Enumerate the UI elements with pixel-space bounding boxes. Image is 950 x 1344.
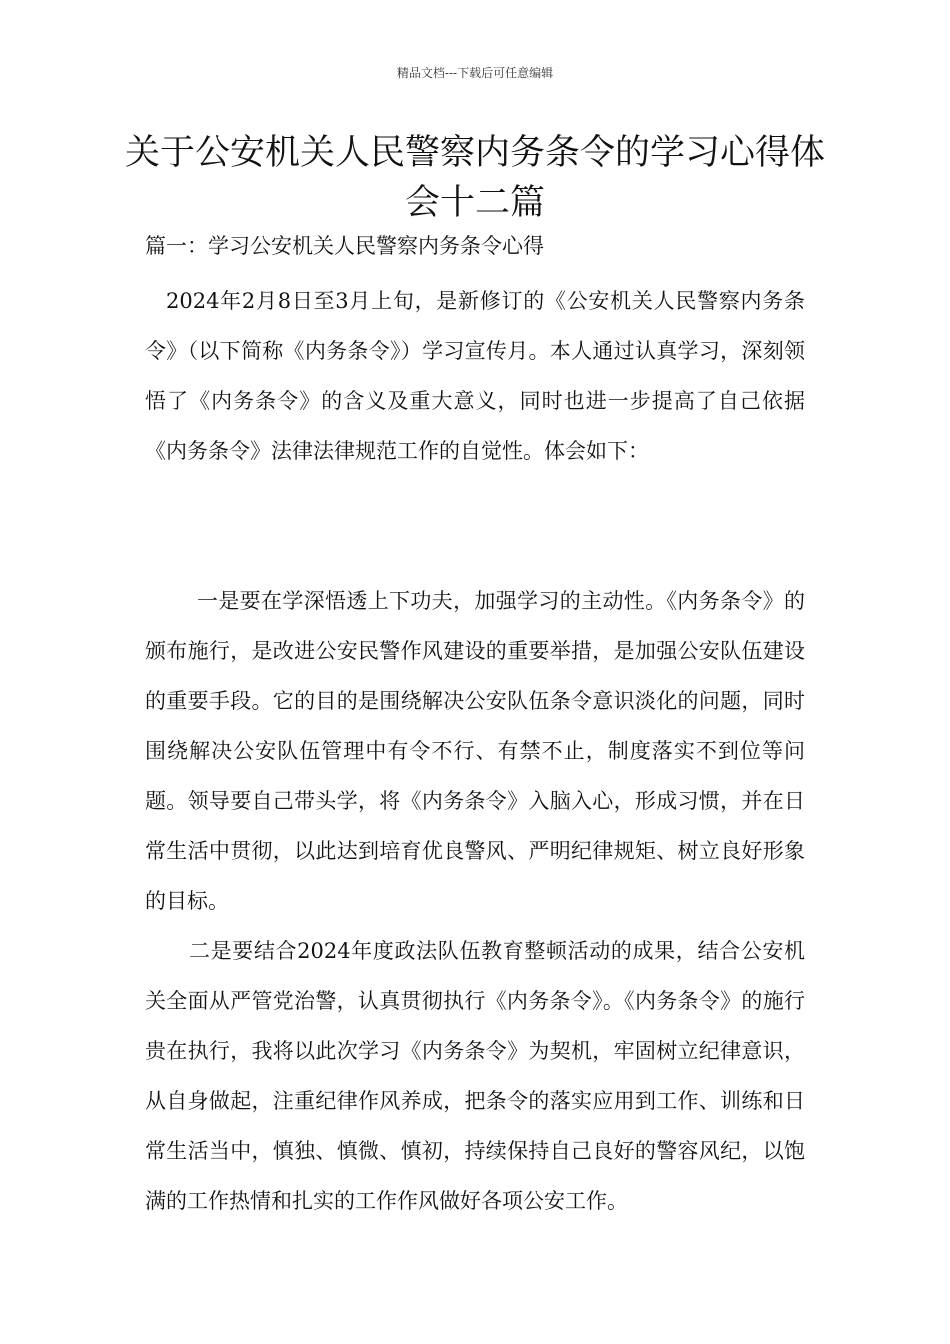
document-body [145,230,805,1226]
section-heading: 篇一：学习公安机关人民警察内务条令心得 [145,234,544,258]
paragraph-intro: 2024年2月8日至3月上旬，是新修订的《公安机关人民警察内务条令》（以下简称《内务条令》）学习宣传月。本人通过认真学习，深刻领悟了《内务条令》的含义及重大意义，同时也进一步提高了自己依据《内务条令》法律法律规范工作的自觉性。体会如下： [145,289,805,463]
paragraph-point-two: 二是要结合2024年度政法队伍教育整顿活动的成果，结合公安机关全面从严管党治警，认真贯彻执行《内务条令》。《内务条令》的施行贵在执行，我将以此次学习《内务条令》为契机，牢固树立纪律意识，从自身做起，注重纪律作风养成，把条令的落实应用到工作、训练和日常生活当中，慎独、慎微、慎初，持续保持自己良好的警容风纪，以饱满的工作热情和扎实的工作作风做好各项公安工作。 [145,939,805,1213]
page-header-note: 精品文档---下载后可任意编辑 [396,66,554,80]
document-title: 关于公安机关人民警察内务条令的学习心得体会十二篇 [124,133,825,223]
paragraph-point-one: 一是要在学深悟透上下功夫，加强学习的主动性。《内务条令》的颁布施行，是改进公安民警作风建设的重要举措，是加强公安队伍建设的重要手段。它的目的是围绕解决公安队伍条令意识淡化的问题，同时围绕解决公安队伍管理中有令不行、有禁不止，制度落实不到位等问题。领导要自己带头学，将《内务条令》入脑入心，形成习惯，并在日常生活中贯彻，以此达到培育优良警风、严明纪律规矩、树立良好形象的目标。 [145,589,805,913]
